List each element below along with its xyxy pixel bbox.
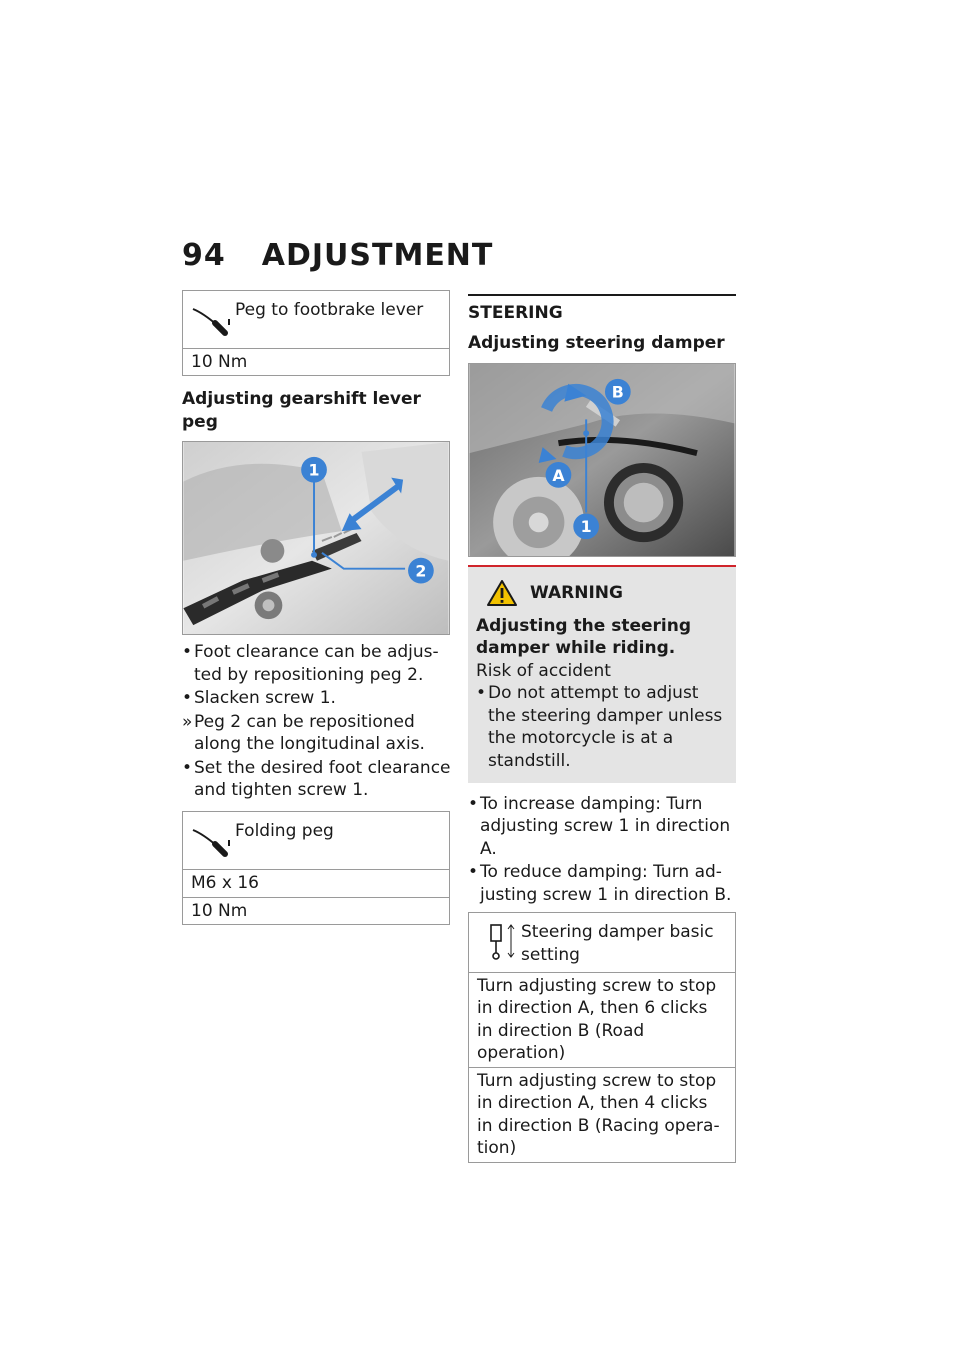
callout-2: 2 <box>415 561 427 581</box>
right-column <box>468 290 738 1163</box>
section-rule <box>468 294 736 324</box>
warning-triangle-icon <box>486 579 518 607</box>
callout-A: A <box>552 465 565 485</box>
gearshift-steps <box>182 641 452 801</box>
spec-table-title: Peg to footbrake lever <box>235 300 424 320</box>
spec-row: Turn adjusting screw to stop in direction A, then 4 clicks in direction B (Racing operation) <box>477 1070 720 1159</box>
damper-icon <box>475 921 521 961</box>
spec-table-header <box>183 812 449 870</box>
subheading-steering-damper: Adjusting steering damper <box>468 333 725 354</box>
gearshift-peg-photo <box>182 441 450 635</box>
list-item: » Peg 2 can be repositioned along the longitudinal axis. <box>182 711 425 755</box>
spec-row: Turn adjusting screw to stop in direction A, then 6 clicks in direction B (Road operation) <box>469 973 735 1068</box>
spec-table-header <box>183 291 449 349</box>
warning-label: WARNING <box>530 582 623 603</box>
list-item: • To reduce damping: Turn adjusting screw 1 in direction B. <box>468 862 732 905</box>
spec-table-header <box>469 913 735 973</box>
torque-wrench-icon <box>189 820 235 860</box>
subheading-gearshift-peg: Adjusting gearshift lever peg <box>182 389 421 432</box>
callout-1: 1 <box>308 460 320 480</box>
damper-steps <box>468 793 738 906</box>
callout-1: 1 <box>580 517 592 537</box>
spec-table-title: Folding peg <box>235 821 334 842</box>
page-header <box>182 236 493 276</box>
spec-row: M6 x 16 <box>183 870 449 897</box>
left-column <box>182 290 452 925</box>
spec-table-folding-peg <box>182 811 450 925</box>
spec-table-damper-setting <box>468 912 736 1162</box>
list-item: • Foot clearance can be adjusted by repositioning peg 2. <box>182 642 439 685</box>
list-item: • To increase damping: Turn adjusting screw 1 in direction A. <box>468 793 731 859</box>
list-item: • Slacken screw 1. <box>182 688 336 709</box>
page-number: 94 <box>182 238 226 273</box>
warning-box <box>468 565 736 783</box>
spec-table-title: Steering damper basic setting <box>521 922 714 965</box>
callout-B: B <box>611 382 624 402</box>
list-item: • Set the desired foot clearance and tighten screw 1. <box>182 757 451 800</box>
warning-risk: Risk of accident <box>476 660 611 681</box>
warning-header <box>486 579 728 607</box>
section-title: STEERING <box>468 303 563 323</box>
warning-title: Adjusting the steering damper while riding. <box>476 615 691 659</box>
page-title: ADJUSTMENT <box>261 238 494 273</box>
spec-table-peg-footbrake <box>182 290 450 376</box>
steering-damper-photo <box>468 363 736 557</box>
spec-row: 10 Nm <box>191 900 248 921</box>
spec-row: 10 Nm <box>191 352 248 372</box>
warning-item: • Do not attempt to adjust the steering damper unless the motorcycle is at a standstill. <box>476 683 723 771</box>
torque-wrench-icon <box>189 299 235 339</box>
